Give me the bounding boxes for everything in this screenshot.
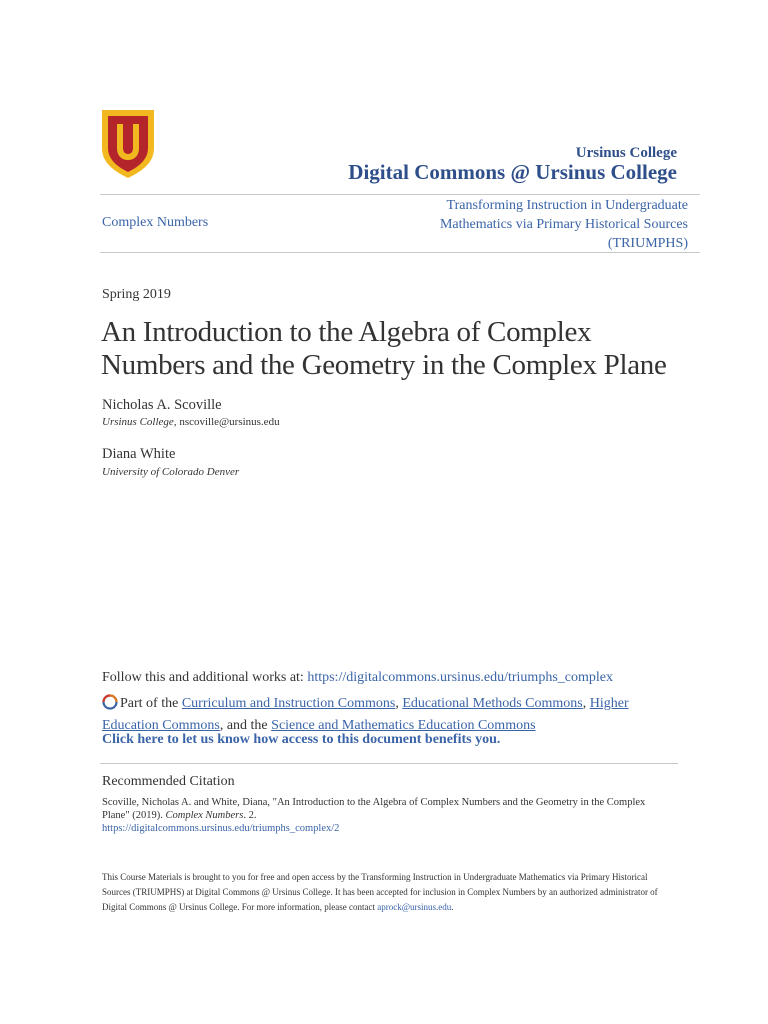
series-divider: [100, 252, 700, 253]
citation-divider: [100, 763, 678, 764]
follow-label: Follow this and additional works at:: [102, 670, 308, 685]
author-1-name: Nicholas A. Scoville: [102, 397, 222, 413]
institution-name[interactable]: Ursinus College: [575, 145, 677, 161]
open-access-icon: [102, 694, 118, 716]
separator: ,: [582, 696, 590, 711]
author-2-name: Diana White: [102, 446, 176, 462]
citation-text: [102, 796, 662, 822]
collection-line-1: Transforming Instruction in Undergraduate: [446, 198, 688, 213]
footer-text: This Course Materials is brought to you for free and open access by the Transforming Instruction in Undergraduate Mathematics via Primary Historical Sources (TRIUMPHS) at Digital Commons @ Ursinus College. It has been accepted for inclusion in Complex Numbers by an authorized administrator of Digital Commons @ Ursinus College. For more information, please contact: [102, 872, 658, 912]
collection-link[interactable]: [398, 196, 688, 253]
curriculum-commons-link[interactable]: Curriculum and Instruction Commons: [181, 696, 396, 711]
author-1-email: , nscoville@ursinus.edu: [173, 416, 280, 428]
header-divider: [100, 194, 700, 195]
citation-series: Complex Numbers: [165, 810, 244, 821]
collection-line-2: Mathematics via Primary Historical Sources: [439, 217, 688, 232]
document-title: [101, 316, 701, 382]
footer-notice: [102, 870, 672, 915]
publication-date: Spring 2019: [102, 287, 171, 302]
title-line-1: An Introduction to the Algebra of Complex: [101, 316, 592, 348]
follow-line: [102, 670, 702, 686]
citation-number: . 2.: [243, 810, 257, 821]
footer-end: .: [451, 902, 454, 912]
series-link[interactable]: Complex Numbers: [102, 215, 209, 230]
author-2-affiliation: University of Colorado Denver: [102, 466, 240, 478]
science-math-commons-link[interactable]: Science and Mathematics Education Commons: [271, 718, 536, 733]
ursinus-shield-logo-icon: [100, 108, 156, 180]
title-line-2: Numbers and the Geometry in the Complex Plane: [101, 349, 667, 381]
follow-url-link[interactable]: https://digitalcommons.ursinus.edu/triumphs_complex: [307, 670, 613, 685]
citation-body: Scoville, Nicholas A. and White, Diana, "An Introduction to the Algebra of Complex Numbers and the Geometry in the Complex Plane" (2019).: [102, 797, 646, 821]
author-1-affiliation: Ursinus College, nscoville@ursinus.edu: [102, 416, 280, 428]
separator: , and the: [219, 718, 272, 733]
part-of-commons: [102, 694, 662, 735]
citation-heading: Recommended Citation: [102, 774, 235, 789]
contact-email-link[interactable]: aprock@ursinus.edu: [377, 902, 452, 912]
feedback-link[interactable]: Click here to let us know how access to this document benefits you.: [102, 732, 501, 747]
part-of-label: Part of the: [120, 696, 182, 711]
educational-methods-commons-link[interactable]: Educational Methods Commons: [402, 696, 583, 711]
higher-education-commons-link[interactable]: Higher Education Commons: [102, 696, 629, 733]
separator: ,: [395, 696, 403, 711]
citation-url-link[interactable]: https://digitalcommons.ursinus.edu/triumphs_complex/2: [102, 823, 340, 834]
collection-line-3: (TRIUMPHS): [607, 236, 688, 251]
repository-name[interactable]: Digital Commons @ Ursinus College: [348, 160, 677, 184]
